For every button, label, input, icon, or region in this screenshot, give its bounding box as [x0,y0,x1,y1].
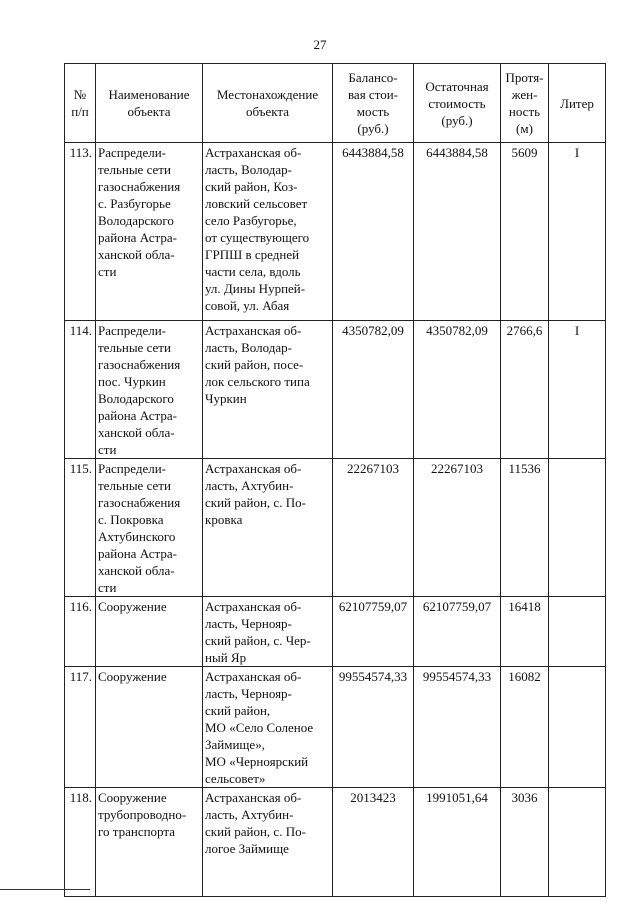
object-name: Распредели- тельные сети газоснабжения с. Покровка Ахтубинского района Астра- ханской обла- сти [96,459,203,597]
object-location: Астраханская об- ласть, Ахтубин- ский район, с. По- кровка [203,459,333,597]
row-number: 117. [65,667,96,788]
liter-value [549,597,606,667]
balance-value: 2013423 [333,788,414,897]
header-length: Протя- жен- ность (м) [501,64,549,143]
footer-rule [0,889,90,890]
length-value: 16418 [501,597,549,667]
length-value: 16082 [501,667,549,788]
object-location: Астраханская об- ласть, Чернояр- ский район, с. Чер- ный Яр [203,597,333,667]
object-location: Астраханская об- ласть, Володар- ский район, посе- лок сельского типа Чуркин [203,321,333,459]
page-number: 27 [313,37,327,52]
header-location: Местонахождение объекта [203,64,333,143]
table-row [65,143,606,321]
residual-value: 6443884,58 [414,143,501,321]
table-row [65,788,606,897]
header-num: № п/п [65,64,96,143]
residual-value: 1991051,64 [414,788,501,897]
length-value: 11536 [501,459,549,597]
residual-value: 22267103 [414,459,501,597]
residual-value: 62107759,07 [414,597,501,667]
object-location: Астраханская об- ласть, Чернояр- ский район, МО «Село Соленое Займище», МО «Черноярский сельсовет» [203,667,333,788]
header-name: Наименование объекта [96,64,203,143]
row-number: 115. [65,459,96,597]
object-location: Астраханская об- ласть, Ахтубин- ский район, с. По- логое Займище [203,788,333,897]
balance-value: 6443884,58 [333,143,414,321]
header-balance: Балансо- вая стои- мость (руб.) [333,64,414,143]
row-number: 114. [65,321,96,459]
object-name: Распредели- тельные сети газоснабжения пос. Чуркин Володарского района Астра- ханской обла- сти [96,321,203,459]
table-header-row [65,64,606,143]
table-row [65,597,606,667]
residual-value: 99554574,33 [414,667,501,788]
liter-value: I [549,321,606,459]
header-liter: Литер [549,64,606,143]
liter-value: I [549,143,606,321]
balance-value: 62107759,07 [333,597,414,667]
object-name: Сооружение [96,667,203,788]
object-name: Сооружение [96,597,203,667]
liter-value [549,459,606,597]
table-row [65,667,606,788]
table-row [65,459,606,597]
balance-value: 22267103 [333,459,414,597]
liter-value [549,788,606,897]
object-name: Сооружение трубопроводно- го транспорта [96,788,203,897]
length-value: 3036 [501,788,549,897]
balance-value: 99554574,33 [333,667,414,788]
balance-value: 4350782,09 [333,321,414,459]
length-value: 2766,6 [501,321,549,459]
liter-value [549,667,606,788]
table-row [65,321,606,459]
row-number: 113. [65,143,96,321]
length-value: 5609 [501,143,549,321]
row-number: 116. [65,597,96,667]
object-name: Распредели- тельные сети газоснабжения с. Разбугорье Володарского района Астра- ханской обла- сти [96,143,203,321]
header-residual: Остаточная стоимость (руб.) [414,64,501,143]
residual-value: 4350782,09 [414,321,501,459]
row-number: 118. [65,788,96,897]
object-location: Астраханская об- ласть, Володар- ский район, Коз- ловский сельсовет село Разбугорье, от существующего ГРПШ в средней части села, вдоль ул. Дины Нурпей- совой, ул. Абая [203,143,333,321]
property-table [64,63,606,897]
